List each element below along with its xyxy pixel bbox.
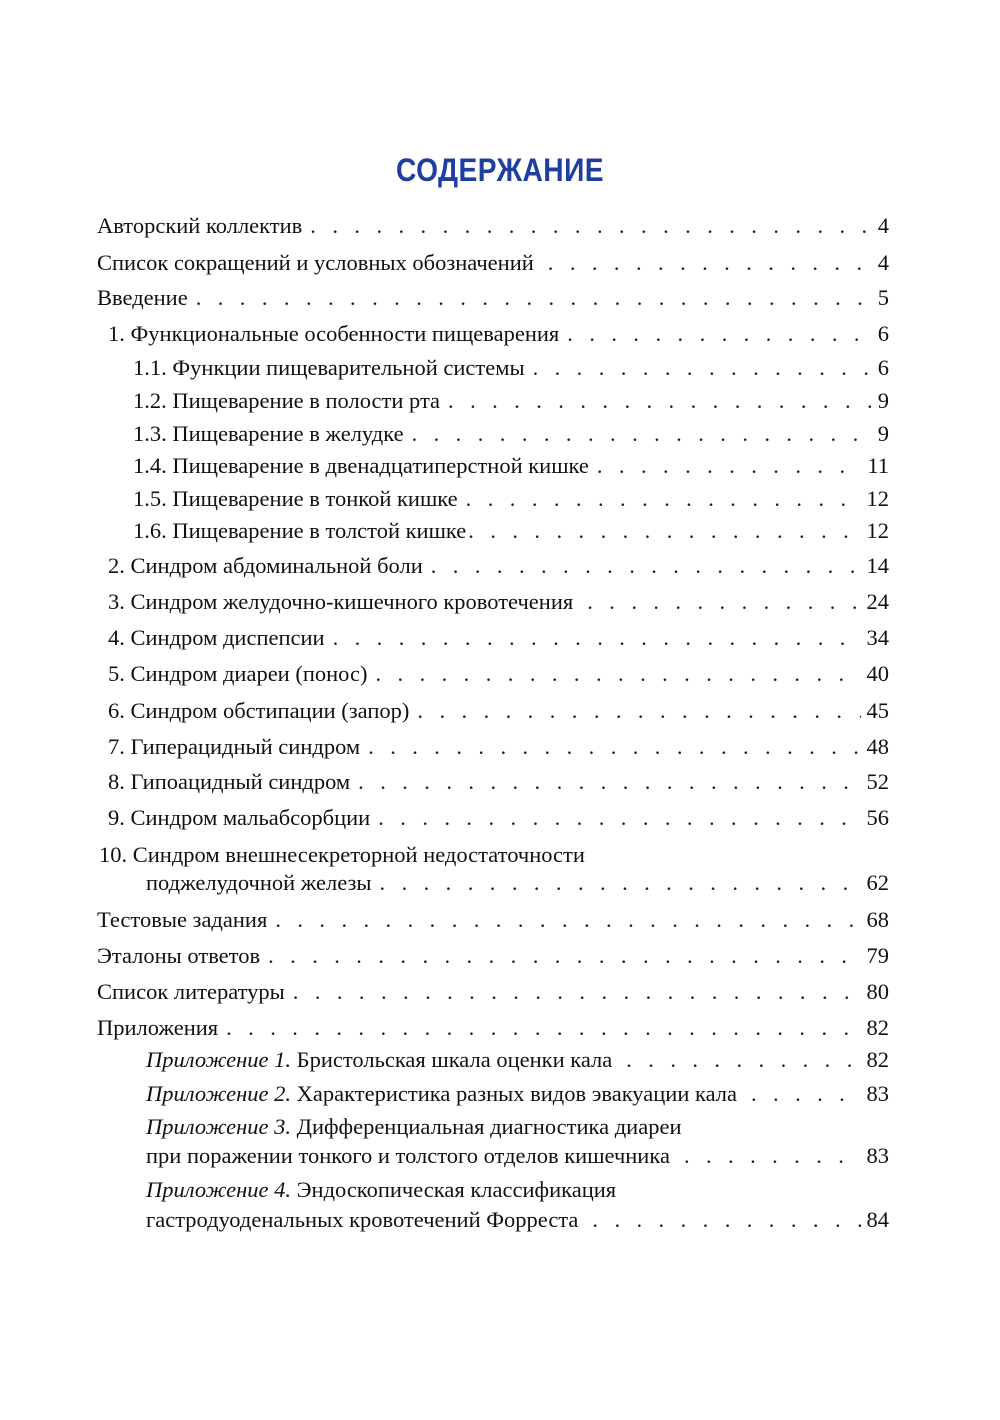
leader-dots <box>567 317 871 351</box>
appendix-entry-continuation[interactable] <box>146 1203 889 1237</box>
appendix-page: 83 <box>866 1143 889 1168</box>
toc-entry[interactable] <box>97 246 889 280</box>
toc-entry-label: 1.3. Пищеварение в желудке <box>133 421 404 446</box>
leader-dots <box>417 694 860 728</box>
leader-dots <box>412 417 872 451</box>
toc-entry[interactable] <box>108 801 889 835</box>
leader-dots <box>448 384 872 418</box>
leader-dots <box>275 903 860 937</box>
appendix-entry-continuation[interactable] <box>146 1139 889 1173</box>
toc-entry-page: 6 <box>877 321 889 346</box>
toc-entry-label: Тестовые задания <box>97 907 268 932</box>
leader-dots <box>333 621 861 655</box>
toc-entry-label: 1.2. Пищеварение в полости рта <box>133 388 441 413</box>
toc-entry[interactable] <box>108 657 889 691</box>
toc-entry-page: 6 <box>877 355 889 380</box>
leader-dots <box>310 209 871 243</box>
leader-dots <box>684 1139 861 1173</box>
toc-entry-page: 9 <box>877 388 889 413</box>
toc-entry-label: 1.1. Функции пищеварительной системы <box>133 355 525 380</box>
toc-entry[interactable] <box>133 384 889 418</box>
appendix-label-continuation: гастродуоденальных кровотечений Форреста <box>146 1207 579 1232</box>
toc-entry-page: 82 <box>866 1015 889 1040</box>
appendix-prefix: Приложение 2. <box>146 1081 292 1106</box>
toc-entry[interactable] <box>108 621 889 655</box>
appendix-page: 83 <box>866 1081 889 1106</box>
toc-entry[interactable] <box>133 482 889 516</box>
leader-dots <box>368 730 860 764</box>
toc-entry-label-continuation: поджелудочной железы <box>146 870 372 895</box>
leader-dots <box>592 1203 860 1237</box>
toc-entry[interactable] <box>108 730 889 764</box>
toc-entry-page: 68 <box>866 907 889 932</box>
appendix-label: Характеристика разных видов эвакуации кала <box>291 1081 737 1106</box>
leader-dots <box>196 281 872 315</box>
toc-entry[interactable] <box>97 939 889 973</box>
toc-entry-page: 48 <box>866 734 889 759</box>
toc-entry-page: 4 <box>877 213 889 238</box>
leader-dots <box>293 975 861 1009</box>
leader-dots <box>468 514 860 548</box>
appendix-entry[interactable] <box>146 1043 889 1077</box>
leader-dots <box>380 866 861 900</box>
leader-dots <box>466 482 861 516</box>
leader-dots <box>358 765 860 799</box>
toc-entry-page: 24 <box>866 589 889 614</box>
toc-entry-label: 6. Синдром обстипации (запор) <box>108 698 410 723</box>
toc-entry[interactable] <box>108 694 889 728</box>
leader-dots <box>378 801 860 835</box>
appendix-label: Бристольская шкала оценки кала <box>291 1047 613 1072</box>
leader-dots <box>597 449 861 483</box>
appendix-prefix: Приложение 4. <box>146 1177 292 1202</box>
toc-entry[interactable] <box>133 351 889 385</box>
leader-dots <box>431 549 861 583</box>
toc-entry[interactable] <box>108 317 889 351</box>
toc-entry-label: Введение <box>97 285 188 310</box>
appendix-page: 84 <box>866 1207 889 1232</box>
toc-entry-page: 11 <box>867 453 889 478</box>
toc-entry-label: 1.4. Пищеварение в двенадцатиперстной кишке <box>133 453 589 478</box>
appendix-label: Эндоскопическая классификация <box>291 1177 617 1202</box>
toc-entry-label: Приложения <box>97 1015 219 1040</box>
toc-entry-page: 12 <box>866 518 889 543</box>
toc-entry-page: 45 <box>866 698 889 723</box>
appendix-prefix: Приложение 3. <box>146 1114 292 1139</box>
toc-entry[interactable] <box>133 449 889 483</box>
leader-dots <box>587 585 866 619</box>
toc-entry-page: 56 <box>866 805 889 830</box>
toc-entry-page: 80 <box>866 979 889 1004</box>
toc-entry-page: 4 <box>877 250 889 275</box>
leader-dots <box>626 1043 860 1077</box>
toc-entry[interactable] <box>108 585 889 619</box>
toc-entry-page: 34 <box>866 625 889 650</box>
toc-entry[interactable] <box>97 975 889 1009</box>
leader-dots <box>751 1077 861 1111</box>
toc-entry-page: 5 <box>877 285 889 310</box>
toc-entry-label: 1. Функциональные особенности пищеварения <box>108 321 560 346</box>
toc-entry-label: 7. Гиперацидный синдром <box>108 734 361 759</box>
toc-entry-label: 9. Синдром мальабсорбции <box>108 805 371 830</box>
toc-entry-continuation[interactable] <box>146 866 889 900</box>
leader-dots <box>226 1011 860 1045</box>
toc-entry-page: 62 <box>866 870 889 895</box>
toc-entry-label: 1.6. Пищеварение в толстой кишке <box>133 518 467 543</box>
toc-entry-page: 79 <box>866 943 889 968</box>
toc-entry-label: Список литературы <box>97 979 285 1004</box>
appendix-entry[interactable] <box>146 1077 889 1111</box>
leader-dots <box>375 657 860 691</box>
appendix-page: 82 <box>866 1047 889 1072</box>
toc-entry-label: 8. Гипоацидный синдром <box>108 769 351 794</box>
toc-entry-label: 2. Синдром абдоминальной боли <box>108 553 423 578</box>
appendix-prefix: Приложение 1. <box>146 1047 292 1072</box>
toc-entry-label: 4. Синдром диспепсии <box>108 625 325 650</box>
toc-entry-label: 1.5. Пищеварение в тонкой кишке <box>133 486 458 511</box>
toc-entry-label: Список сокращений и условных обозначений <box>97 250 534 275</box>
leader-dots <box>548 246 872 280</box>
toc-entry[interactable] <box>97 209 889 243</box>
appendix-entry-first-line[interactable] <box>146 1173 889 1207</box>
toc-entry-label: 10. Синдром внешнесекреторной недостаточности <box>99 842 585 867</box>
toc-entry-label: Авторский коллектив <box>97 213 303 238</box>
toc-entry[interactable] <box>108 765 889 799</box>
toc-entry[interactable] <box>133 417 889 451</box>
leader-dots <box>533 351 872 385</box>
appendix-label: Дифференциальная диагностика диареи <box>291 1114 682 1139</box>
toc-entry[interactable] <box>97 903 889 937</box>
leader-dots <box>268 939 860 973</box>
toc-entry-label: Эталоны ответов <box>97 943 261 968</box>
toc-entry-page: 52 <box>866 769 889 794</box>
toc-entry[interactable] <box>133 514 889 548</box>
page-title: СОДЕРЖАНИЕ <box>396 152 604 188</box>
toc-entry[interactable] <box>97 281 889 315</box>
toc-entry-label: 5. Синдром диареи (понос) <box>108 661 368 686</box>
toc-entry-label: 3. Синдром желудочно-кишечного кровотечения <box>108 589 574 614</box>
toc-entry[interactable] <box>97 1011 889 1045</box>
toc-entry-page: 9 <box>877 421 889 446</box>
toc-entry-page: 14 <box>866 553 889 578</box>
toc-entry-page: 40 <box>866 661 889 686</box>
toc-entry[interactable] <box>108 549 889 583</box>
toc-entry-page: 12 <box>866 486 889 511</box>
appendix-label-continuation: при поражении тонкого и толстого отделов кишечника <box>146 1143 670 1168</box>
